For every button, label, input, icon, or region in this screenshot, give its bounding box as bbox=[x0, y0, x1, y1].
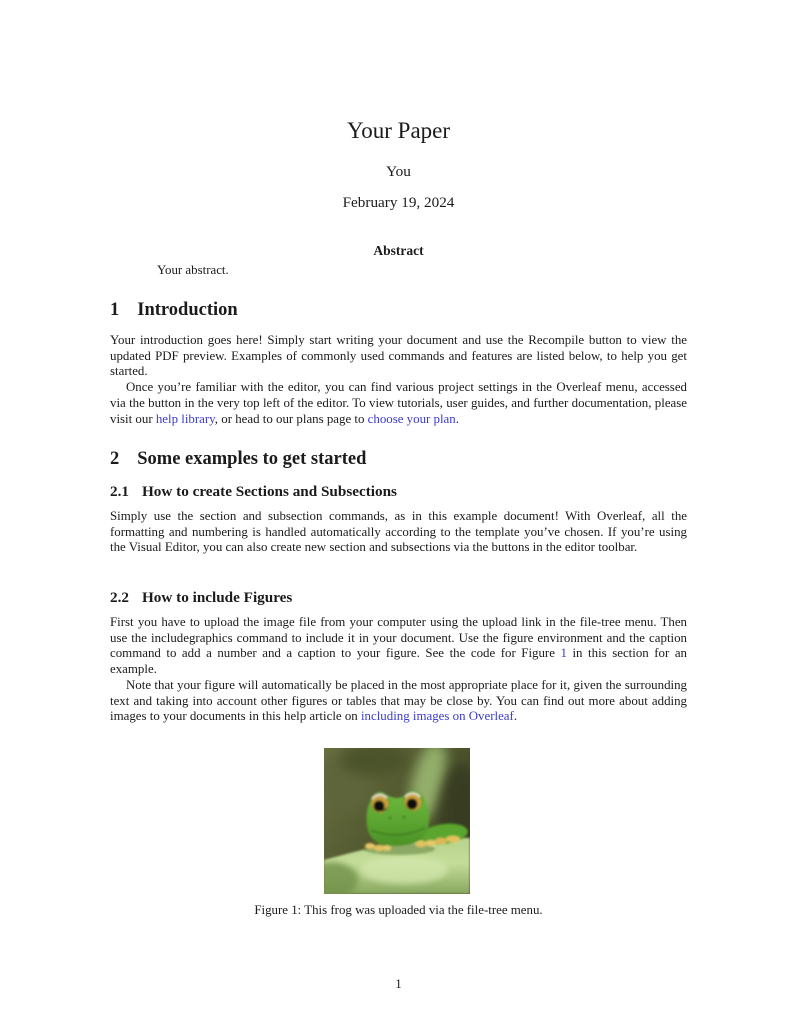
figure-1-caption: Figure 1: This frog was uploaded via the file-tree menu. bbox=[254, 903, 543, 917]
choose-your-plan-link[interactable]: choose your plan bbox=[367, 411, 456, 426]
page-number: 1 bbox=[395, 977, 402, 991]
paper-title: Your Paper bbox=[346, 118, 451, 143]
paragraph bbox=[110, 678, 687, 725]
abstract-heading: Abstract bbox=[373, 243, 424, 258]
intro-paragraph-2-text: , or head to our plans page to bbox=[214, 411, 368, 426]
figures-paragraph-1-text: in this section for an example. bbox=[110, 646, 687, 677]
figure-1-reference-link[interactable]: 1 bbox=[560, 646, 567, 661]
figures-paragraph-1-text: First you have to upload the image file from your computer using the upload link in the file-tree menu. Then use the includegraphics command to include it in your document. Use the figure environment and the caption command to add a number and a caption to your figure. See the code for Figure bbox=[110, 615, 687, 661]
subsection-2-2-heading bbox=[110, 589, 687, 607]
paragraph bbox=[110, 615, 687, 678]
section-2-number: 2 bbox=[110, 449, 120, 469]
figure-1-frog-image bbox=[324, 748, 470, 894]
section-1-title: Introduction bbox=[137, 300, 238, 320]
subsection-2-1-text bbox=[110, 509, 687, 556]
subsection-2-2-number: 2.2 bbox=[110, 589, 129, 606]
section-2-heading bbox=[110, 448, 687, 470]
section-2-title: Some examples to get started bbox=[137, 449, 367, 469]
paper-author: You bbox=[386, 163, 411, 180]
figures-paragraph-2-text: . bbox=[513, 709, 518, 724]
introduction-text bbox=[110, 333, 687, 427]
intro-paragraph-2-text: . bbox=[455, 411, 459, 426]
abstract-body: Your abstract. bbox=[157, 263, 229, 277]
paragraph bbox=[110, 509, 687, 556]
paragraph bbox=[110, 333, 687, 380]
including-images-link[interactable]: including images on Overleaf bbox=[360, 709, 514, 724]
intro-paragraph-1: Your introduction goes here! Simply start writing your document and use the Recompile button to view the updated PDF preview. Examples of commonly used commands and features are listed below, to help you get started. bbox=[110, 333, 687, 379]
intro-paragraph-2-text: Once you’re familiar with the editor, you can find various project settings in the Overleaf menu, accessed via the button in the very top left of the editor. To view tutorials, user guides, and further documentation, please visit our bbox=[110, 380, 687, 426]
subsection-2-2-text bbox=[110, 615, 687, 725]
subsection-2-2-title: How to include Figures bbox=[141, 589, 293, 606]
paper-date: February 19, 2024 bbox=[342, 194, 455, 211]
section-1-number: 1 bbox=[110, 300, 120, 320]
section-1-heading bbox=[110, 299, 687, 321]
frog-photo-illustration bbox=[324, 748, 470, 894]
sections-paragraph: Simply use the section and subsection commands, as in this example document! With Overleaf, all the formatting and numbering is handled automatically according to the template you’ve chosen. If you’re using the Visual Editor, you can also create new section and subsections via the buttons in the editor toolbar. bbox=[110, 509, 687, 555]
figures-paragraph-2-text: Note that your figure will automatically be placed in the most appropriate place for it, given the surrounding text and taking into account other figures or tables that may be close by. You can find out more about adding images to your documents in this help article on bbox=[110, 677, 687, 724]
paragraph bbox=[110, 380, 687, 427]
subsection-2-1-number: 2.1 bbox=[110, 483, 129, 500]
help-library-link[interactable]: help library bbox=[155, 411, 215, 426]
subsection-2-1-heading bbox=[110, 483, 687, 501]
subsection-2-1-title: How to create Sections and Subsections bbox=[141, 483, 397, 500]
